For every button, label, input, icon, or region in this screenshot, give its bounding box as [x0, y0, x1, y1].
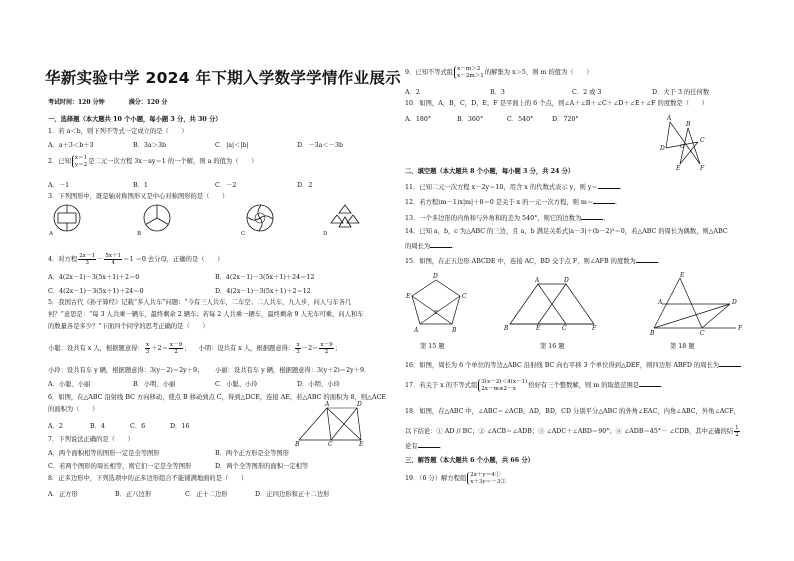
caption-16: 第 16 题 [540, 343, 565, 350]
q9-suffix: 的解集为 x＞5，则 m 的值为（ ） [484, 69, 593, 76]
q15-stem: 15．如图，在正五边形 ABCDE 中，连接 AC，BD 交于点 F，则∠AFB 的度数为 ． [405, 258, 665, 265]
q4-f2-num: 5x＋1 [105, 253, 122, 259]
q18-line-2 [405, 425, 741, 438]
q6-line-2: 的面积为（ ） [48, 406, 99, 413]
q4-option-b: B．4(2x－1)－3(5x＋1)＋24＝12 [215, 274, 315, 281]
svg-text:F: F [592, 325, 597, 332]
svg-text:O: O [680, 144, 685, 150]
q5-f1d: 3 [145, 349, 150, 355]
svg-text:D: D [732, 299, 737, 306]
q4-option-a: A．4(2x－1)－3(5x＋1)＋2＝0 [48, 274, 140, 281]
q17-ineq1: 3(x－2)＜4(x－1) [481, 379, 528, 385]
left-column [45, 0, 401, 561]
q7-option-d: D．两个全等图形的面积一定相等 [215, 463, 309, 470]
q18-text-2: 论有 [405, 443, 418, 450]
q1-option-d: D．－3a＜－3b [297, 142, 344, 149]
q5-line-1: 5．我国古代《孙子算经》记载“多人共车”问题：“今有三人共车，二车空；二人共车，九人步，问人与车各几 [48, 299, 352, 306]
q5-frac-2 [169, 342, 183, 355]
fig-label-d: D [323, 231, 328, 237]
q9-option-a: A．2 [405, 89, 420, 96]
q3-stem: 3．下列图形中，既是轴对称图形又是中心对称图形的是（ ） [48, 193, 229, 200]
q1-stem: 1．若 a＜b，则下列不等式一定成立的是（ ） [48, 128, 188, 135]
q8-option-d: D．正四边形和正十二边形 [255, 491, 330, 498]
svg-text:A: A [325, 401, 330, 408]
q15-text: 15．如图，在正五边形 ABCDE 中，连接 AC，BD 交于点 F，则∠AFB 的度数为 [405, 258, 636, 265]
svg-text:E: E [676, 165, 681, 172]
q18-blank[interactable] [418, 441, 440, 448]
q11-stem: 11．已知二元一次方程 x－2y＝10，用含 x 的代数式表示 y，则 y＝ ． [405, 184, 626, 191]
figure-b [144, 205, 170, 231]
q14-line-1: 14．已知 a，b，c 为△ABC 的三边，且 a，b 满足关系式|a－3|＋(b－2)²＝0，若△ABC 的周长为偶数，则△ABC [405, 228, 728, 235]
svg-text:B: B [504, 325, 509, 332]
q2-option-c: C．－2 [215, 182, 237, 189]
q8-stem: 8．正多边形中，下列选项中的正多边形组合不能铺满地面的是（ ） [48, 475, 248, 482]
q12-text: 12．若方程(m－1)x|m|＋8＝0 是关于 x 的一元一次方程，则 m＝ [405, 199, 594, 206]
q9-stem [405, 66, 593, 79]
q5-op1: ＋2＝ [151, 345, 168, 352]
q13-stem: 13．一个多边形的内角和与外角和的差为 540°，则它的边数为 ． [405, 215, 610, 222]
q2-prefix: 2．已知 [48, 158, 71, 165]
q6-option-d: D．16 [170, 423, 190, 430]
q4-option-d: D．4(2x－1)－3(5x＋1)＋2＝12 [215, 288, 311, 295]
q10-stem: 10．如图，A，B，C，D，E，F 是平面上的 6 个点，则∠A＋∠B＋∠C＋∠D＋∠E＋∠F 的度数是（ ） [405, 100, 708, 107]
q9-option-c: C．2 或 3 [572, 89, 602, 96]
q9-prefix: 9．已知不等式组 [405, 69, 454, 76]
q7-option-c: C．若两个图形的周长相等，则它们一定是全等图形 [48, 463, 192, 470]
svg-text:F: F [738, 325, 743, 332]
svg-text:C: C [700, 137, 705, 144]
section-answer: 三、解答题（本大题共 6 个小题，共 66 分） [405, 457, 534, 464]
q4-f1-den: 3 [85, 260, 89, 266]
q7-option-a: A．两个面积相等的图形一定是全等图形 [48, 450, 160, 457]
q5-f3n: x [296, 342, 300, 348]
q2-eq1: x＝1 [74, 155, 88, 161]
q4-prefix: 4．对方程 [48, 256, 78, 263]
q10-option-b: B．360° [457, 116, 484, 123]
q19-prefix: 19．（6 分）解方程组 [405, 475, 467, 482]
q3-figures [45, 203, 375, 239]
caption-15: 第 15 题 [420, 343, 445, 350]
q4-fraction-2 [104, 253, 122, 266]
q9-option-d: D．大于 3 的任何数 [652, 89, 710, 96]
q18-fd: 2 [735, 432, 739, 438]
fig-label-c: C [241, 231, 246, 237]
q5-f2d: 2 [174, 349, 178, 355]
q8-option-a: A．正方形 [48, 491, 78, 498]
q4-f1-num: 2x－1 [79, 253, 96, 259]
caption-18: 第 18 题 [670, 343, 695, 350]
q9-option-b: B．3 [490, 89, 505, 96]
svg-text:F: F [700, 165, 705, 172]
triangle-shift-figure [502, 278, 602, 330]
q12-blank[interactable] [593, 197, 615, 204]
q11-blank[interactable] [598, 182, 620, 189]
q6-figure [295, 401, 367, 448]
q2-option-b: B．1 [133, 182, 148, 189]
q16-text: 16．如图，周长为 6 个单位的等边△ABC 沿射线 BC 向右平移 3 个单位得到△DEF，则四边形 ABFD 的周长为 [405, 362, 720, 369]
q4-option-c: C．4(2x－1)－3(5x＋1)＋24＝0 [48, 288, 144, 295]
q6-option-b: B．4 [90, 423, 105, 430]
svg-text:E: E [406, 293, 411, 300]
q12-stem: 12．若方程(m－1)x|m|＋8＝0 是关于 x 的一元一次方程，则 m＝ ． [405, 199, 622, 206]
q5-f2n: x－9 [169, 342, 183, 348]
q1-option-c: C．|a|＜|b| [215, 142, 249, 149]
q2-suffix: 是二元一次方程 3x－ay＝1 的一个解，则 a 的值为（ ） [88, 158, 258, 165]
q5-reasoning-row-1: 小聪：设共有 x 人，根据题意得： $\frac{x}{3}$ ＋2＝ $\frac{x-9}{2}$ ； 小明：设共有 x 人，根据题意得： $\frac{x}{3}$ －2＝ $\frac{x-9}{2}$ ； [48, 342, 342, 355]
svg-text:C: C [562, 325, 567, 332]
q16-blank[interactable] [719, 360, 741, 367]
q2-option-d: D．2 [297, 182, 313, 189]
q19-eq2: x＋3y＝－3② [470, 478, 507, 485]
q18-half [734, 425, 740, 438]
q5-option-b: B．小明、小丽 [133, 381, 176, 388]
q19-system [467, 472, 506, 485]
fig-label-a: A [49, 231, 53, 237]
q18-fn: 1 [735, 425, 739, 431]
q18-line-1: 18．如图，在△ABC 中，∠ABC＝∠ACB，AD，BD，CD 分别平分△ABC 的外角∠EAC，内角∠ABC，外角∠ACF， [405, 408, 740, 415]
q5-frac-1 [145, 342, 151, 355]
q9-system [454, 66, 484, 79]
q18-text: 以下结论：① AD // BC；② ∠ACB＝∠ADB；③ ∠ADC＋∠ABD＝90°；④ ∠ADB＝45°－ ∠CDB，其中正确的结 [405, 428, 734, 435]
q17-ineq2: 2x－m≤2－x [481, 385, 516, 392]
right-column [402, 0, 762, 561]
q1-option-b: B．3a＞3b [133, 142, 167, 149]
q4-fraction-1 [78, 253, 96, 266]
q19-stem [405, 472, 507, 485]
q14-blank[interactable] [430, 241, 452, 248]
q10-option-a: A．180° [405, 116, 432, 123]
q14-text: 的周长为 [405, 243, 431, 250]
q17-stem: 17．若关于 x 的不等式组 3(x－2)＜4(x－1) 2x－m≤2－x 恰好有三个整数解，则 m 的取值范围是 ． [405, 379, 668, 392]
figure-a [54, 205, 80, 231]
svg-text:A: A [414, 327, 419, 334]
page-title: 华新实验中学 2024 年下期入学数学学情作业展示 [45, 69, 401, 87]
q17-suffix: 恰好有三个整数解，则 m 的取值范围是 [528, 382, 640, 389]
q4-suffix: ＝1 ＝0 去分母，正确的是（ ） [123, 256, 224, 263]
section-choice: 一、选择题（本大题共 10 个小题，每小题 3 分，共 30 分） [48, 116, 222, 123]
svg-text:C: C [462, 293, 467, 300]
q5-f4n: x－9 [320, 342, 333, 348]
q6-option-a: A．2 [48, 423, 63, 430]
q10-option-c: C．540° [507, 116, 534, 123]
svg-text:F: F [434, 310, 438, 316]
svg-text:D: D [564, 277, 569, 284]
q1-option-a: A．a＋3＜b＋3 [48, 142, 94, 149]
q5-f3d: 3 [296, 349, 300, 355]
q7-option-b: B．两个正方形是全等图形 [215, 450, 289, 457]
q5-line-2: 何？”意思是：“每 3 人共乘一辆车，最终剩余 2 辆车；若每 2 人共乘一辆车，最终剩余 9 人无车可乘，问人和车 [48, 311, 364, 318]
svg-text:E: E [359, 441, 364, 448]
q2-system [72, 155, 87, 168]
q5-xiaoli: 小丽：设共有车 y 辆，根据题意得：3(y＋2)＝2y＋9． [215, 367, 371, 374]
svg-text:B: B [686, 121, 691, 128]
q5-frac-4 [319, 342, 333, 355]
q18-line-3: 论有 ． [405, 443, 446, 450]
q5-xiaoling: 小玲：设共有车 y 辆，根据题意得：3(y－2)＝2y＋9； [48, 367, 204, 374]
q17-blank[interactable] [639, 380, 661, 387]
svg-text:B: B [650, 330, 655, 337]
svg-text:D: D [357, 401, 362, 408]
svg-text:A: A [658, 299, 663, 306]
q5-xiaoming: 小明：设共有 x 人，根据题意得： [198, 345, 295, 352]
q9-ineq1: x－m＞2 [457, 66, 481, 72]
q10-option-d: D．720° [552, 116, 579, 123]
q8-option-b: B．正八边形 [115, 491, 152, 498]
svg-text:D: D [660, 145, 665, 152]
q4-minus: － [97, 256, 104, 263]
q5-option-c: C．小聪、小玲 [215, 381, 258, 388]
exam-time: 考试时间：120 分钟 [48, 99, 105, 106]
q5-frac-3 [295, 342, 301, 355]
q2-option-a: A．－1 [48, 182, 70, 189]
q5-f1n: x [145, 342, 150, 348]
angle-bisector-figure [650, 274, 750, 336]
q4-stem [48, 253, 223, 266]
q5-xiaocong: 小聪：设共有 x 人，根据题意得： [48, 345, 144, 352]
q5-op2: －2＝ [301, 345, 319, 352]
svg-text:E: E [536, 325, 541, 332]
svg-text:D: D [433, 273, 438, 280]
q15-blank[interactable] [636, 256, 658, 263]
figure-c [247, 205, 273, 231]
q2-eq2: y＝2 [74, 161, 88, 168]
pentagon-figure [406, 274, 466, 334]
svg-text:B: B [452, 327, 457, 334]
q13-blank[interactable] [581, 213, 603, 220]
svg-text:C: C [700, 330, 705, 337]
q4-f2-den: 4 [111, 260, 116, 266]
q14-line-2: 的周长为 ． [405, 243, 459, 250]
q13-text: 13．一个多边形的内角和与外角和的差为 540°，则它的边数为 [405, 215, 582, 222]
q19-eq1: 2x＋y＝4① [470, 472, 501, 478]
q8-option-c: C．正十二边形 [185, 491, 228, 498]
svg-text:A: A [535, 277, 540, 284]
q5-option-d: D．小明、小玲 [297, 381, 340, 388]
q17-prefix: 17．若关于 x 的不等式组 [405, 382, 478, 389]
q6-option-c: C．6 [130, 423, 146, 430]
svg-text:C: C [328, 441, 333, 448]
q6-line-1: 6．如图，在△ABC 沿射线 BC 方向移动，使点 B 移动到点 C，得到△DCE，连接 AE，若△ABC 的面积为 8，则△ACE [48, 394, 386, 401]
q17-system [478, 379, 527, 392]
full-score: 满分：120 分 [128, 99, 168, 106]
figure-d [331, 205, 359, 227]
q16-stem: 16．如图，周长为 6 个单位的等边△ABC 沿射线 BC 向右平移 3 个单位得到△DEF，则四边形 ABFD 的周长为 ． [405, 362, 748, 369]
section-fill: 二、填空题（本大题共 8 个小题，每小题 3 分，共 24 分） [405, 168, 575, 175]
q5-line-3: 的数量各是多少？”下面四个同学的思考正确的是（ ） [48, 323, 209, 330]
svg-text:B: B [295, 441, 300, 448]
q11-text: 11．已知二元一次方程 x－2y＝10，用含 x 的代数式表示 y，则 y＝ [405, 184, 598, 191]
svg-text:A: A [667, 115, 672, 122]
fig-label-b: B [137, 231, 142, 237]
q9-ineq2: x－2m＞1 [457, 72, 484, 79]
q10-figure [658, 115, 710, 172]
q5-f4d: 2 [324, 349, 329, 355]
q2-stem [48, 155, 257, 168]
svg-text:E: E [680, 272, 685, 279]
q7-stem: 7．下列说法正确的是（ ） [48, 436, 134, 443]
q5-option-a: A．小聪、小丽 [48, 381, 91, 388]
exam-meta [48, 97, 189, 106]
